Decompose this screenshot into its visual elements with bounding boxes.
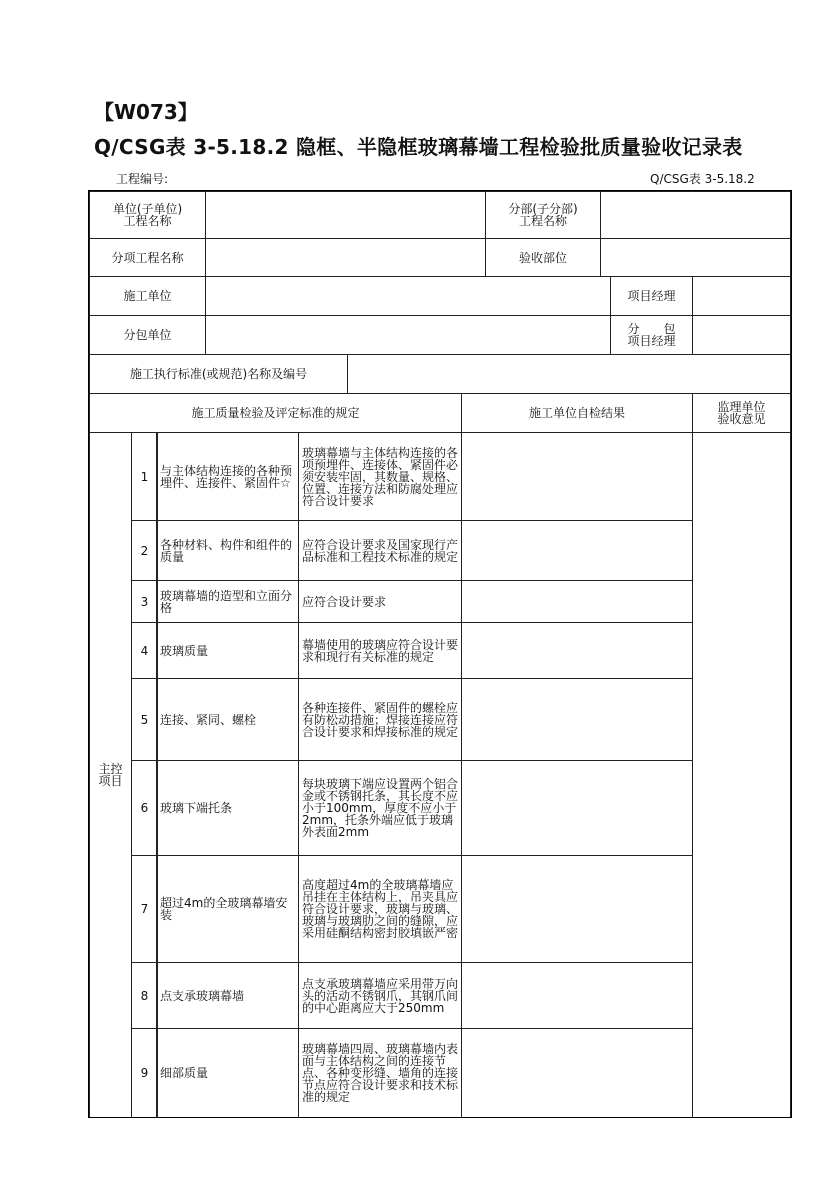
supervisor-opinion-field[interactable] xyxy=(692,432,791,1118)
self-check-result[interactable] xyxy=(461,962,693,1029)
item-number: 7 xyxy=(131,855,158,963)
project-manager-label: 项目经理 xyxy=(610,276,693,316)
self-check-result[interactable] xyxy=(461,580,693,623)
form-number: Q/CSG表 3-5.18.2 xyxy=(650,172,755,186)
self-check-result[interactable] xyxy=(461,760,693,856)
sub-project-manager-field[interactable] xyxy=(692,315,791,355)
self-check-result[interactable] xyxy=(461,678,693,761)
self-check-result[interactable] xyxy=(461,855,693,963)
self-check-result[interactable] xyxy=(461,432,693,521)
item-standard: 每块玻璃下端应设置两个铝合金或不锈钢托条，其长度不应小于100mm，厚度不应小于2mm，托条外端应低于玻璃外表面2mm xyxy=(298,760,462,856)
item-number: 8 xyxy=(131,962,158,1029)
main-control-group-label: 主控 项目 xyxy=(89,432,132,1118)
item-name: 玻璃幕墙的造型和立面分格 xyxy=(156,580,299,623)
subcontractor-label: 分包单位 xyxy=(89,315,206,355)
item-standard: 高度超过4m的全玻璃幕墙应吊挂在主体结构上，吊夹具应符合设计要求，玻璃与玻璃、玻璃与玻璃肋之间的缝隙，应采用硅酮结构密封胶填嵌严密 xyxy=(298,855,462,963)
standard-label: 施工执行标准(或规范)名称及编号 xyxy=(89,354,348,394)
supervisor-column-header: 监理单位 验收意见 xyxy=(692,393,791,433)
acceptance-part-field[interactable] xyxy=(600,238,791,277)
contractor-label: 施工单位 xyxy=(89,276,206,316)
item-number: 6 xyxy=(131,760,158,856)
project-number-label: 工程编号: xyxy=(116,172,169,186)
item-standard: 玻璃幕墙四周、玻璃幕墙内表面与主体结构之间的连接节点、各种变形缝、墙角的连接节点应符合设计要求和技术标准的规定 xyxy=(298,1028,462,1118)
item-name: 玻璃下端托条 xyxy=(156,760,299,856)
item-name: 连接、紧同、螺栓 xyxy=(156,678,299,761)
self-check-result[interactable] xyxy=(461,1028,693,1118)
item-standard: 各种连接件、紧固件的螺栓应有防松动措施；焊接连接应符合设计要求和焊接标准的规定 xyxy=(298,678,462,761)
unit-name-field[interactable] xyxy=(205,191,486,239)
division-name-field[interactable] xyxy=(600,191,791,239)
item-standard: 点支承玻璃幕墙应采用带万向头的活动不锈钢爪，其钢爪间的中心距离应大于250mm xyxy=(298,962,462,1029)
item-name: 玻璃质量 xyxy=(156,622,299,679)
item-name: 细部质量 xyxy=(156,1028,299,1118)
item-number: 5 xyxy=(131,678,158,761)
item-name: 点支承玻璃幕墙 xyxy=(156,962,299,1029)
contractor-field[interactable] xyxy=(205,276,611,316)
item-standard: 应符合设计要求 xyxy=(298,580,462,623)
sub-project-manager-label: 分 包 项目经理 xyxy=(610,315,693,355)
subitem-name-label: 分项工程名称 xyxy=(89,238,206,277)
item-standard: 幕墙使用的玻璃应符合设计要求和现行有关标准的规定 xyxy=(298,622,462,679)
item-name: 各种材料、构件和组件的质量 xyxy=(156,520,299,581)
project-manager-field[interactable] xyxy=(692,276,791,316)
unit-name-label: 单位(子单位) 工程名称 xyxy=(89,191,206,239)
acceptance-part-label: 验收部位 xyxy=(485,238,601,277)
spec-column-header: 施工质量检验及评定标准的规定 xyxy=(89,393,462,433)
standard-field[interactable] xyxy=(347,354,791,394)
self-check-result[interactable] xyxy=(461,622,693,679)
item-standard: 玻璃幕墙与主体结构连接的各项预埋件、连接体、紧固件必须安装牢固，其数量、规格、位置、连接方法和防腐处理应符合设计要求 xyxy=(298,432,462,521)
page-title: Q/CSG表 3-5.18.2 隐框、半隐框玻璃幕墙工程检验批质量验收记录表 xyxy=(94,135,743,159)
item-number: 9 xyxy=(131,1028,158,1118)
item-number: 4 xyxy=(131,622,158,679)
division-name-label: 分部(子分部) 工程名称 xyxy=(485,191,601,239)
self-check-column-header: 施工单位自检结果 xyxy=(461,393,693,433)
item-standard: 应符合设计要求及国家现行产品标准和工程技术标准的规定 xyxy=(298,520,462,581)
self-check-result[interactable] xyxy=(461,520,693,581)
document-code: 【W073】 xyxy=(94,100,198,124)
item-name: 超过4m的全玻璃幕墙安装 xyxy=(156,855,299,963)
subitem-name-field[interactable] xyxy=(205,238,486,277)
item-name: 与主体结构连接的各种预埋件、连接件、紧固件☆ xyxy=(156,432,299,521)
subcontractor-field[interactable] xyxy=(205,315,611,355)
item-number: 1 xyxy=(131,432,158,521)
item-number: 3 xyxy=(131,580,158,623)
item-number: 2 xyxy=(131,520,158,581)
